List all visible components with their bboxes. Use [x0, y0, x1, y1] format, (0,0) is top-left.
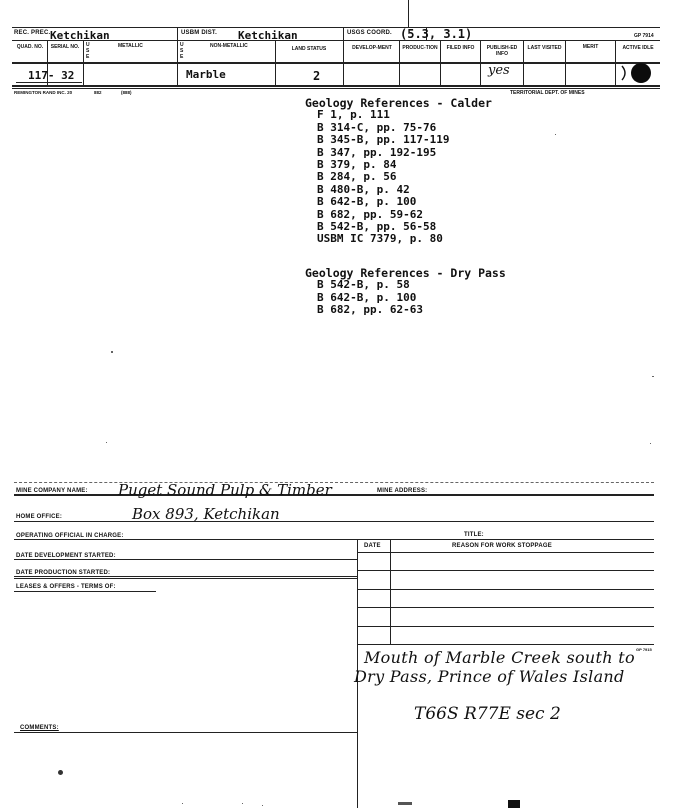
date-development-label: DATE DEVELOPMENT STARTED: — [16, 553, 116, 559]
metallic-header: METALLIC — [118, 43, 143, 49]
reference-item: B 314-C, pp. 75-76 — [317, 120, 437, 134]
form-number-lower: GP 7915 — [636, 647, 652, 652]
comments-label: COMMENTS: — [20, 725, 59, 731]
filed-info-header: FILED INFO — [446, 45, 475, 51]
reference-item: B 347, pp. 192-195 — [317, 145, 437, 159]
calder-references-title: Geology References - Calder — [305, 96, 492, 110]
department-name: TERRITORIAL DEPT. OF MINES — [510, 90, 585, 96]
usbm-dist-label: USBM DIST. — [181, 30, 218, 36]
serial-no-header: SERIAL NO. — [50, 44, 80, 50]
usgs-coord-label: USGS COORD. — [347, 30, 392, 36]
home-office-label: HOME OFFICE: — [16, 514, 63, 520]
use-non-metallic-marker: U S E — [180, 42, 184, 60]
ink-dot — [58, 770, 63, 775]
reference-item: B 345-B, pp. 117-119 — [317, 133, 450, 147]
printer-credit: REMINGTON RAND INC. 20 — [14, 90, 73, 95]
quad-no-header: QUAD. NO. — [16, 44, 44, 50]
calder-references — [305, 97, 565, 246]
rec-prec-label: REC. PREC. — [14, 30, 51, 36]
mine-company-label: MINE COMPANY NAME: — [16, 488, 88, 494]
reference-item: B 284, p. 56 — [317, 170, 397, 184]
rec-prec-value: Ketchikan — [50, 29, 110, 42]
production-header: PRODUC-TION — [402, 45, 438, 51]
reference-item: B 542-B, p. 58 — [317, 278, 410, 292]
reference-item: B 480-B, p. 42 — [317, 182, 410, 196]
usbm-dist-value: Ketchikan — [238, 29, 298, 42]
mine-company-value: Puget Sound Pulp & Timber — [118, 481, 332, 499]
land-status-header: LAND STATUS — [291, 46, 327, 52]
printer-code-2: (888) — [121, 90, 132, 95]
reference-item: B 642-B, p. 100 — [317, 290, 417, 304]
location-note-line-2: Dry Pass, Prince of Wales Island — [354, 667, 625, 686]
reference-item: USBM IC 7379, p. 80 — [317, 232, 443, 246]
land-status-value: 2 — [313, 69, 321, 83]
reference-item: B 642-B, p. 100 — [317, 195, 417, 209]
reference-item: B 682, pp. 62-63 — [317, 303, 423, 317]
reason-column-header: REASON FOR WORK STOPPAGE — [452, 543, 552, 549]
non-metallic-value: Marble — [186, 68, 226, 81]
title-label: TITLE: — [464, 532, 484, 538]
date-production-label: DATE PRODUCTION STARTED: — [16, 570, 111, 576]
usgs-coord-value: (5.3, 3.1) — [400, 27, 473, 41]
location-note-line-1: Mouth of Marble Creek south to — [364, 648, 635, 667]
form-number: GP 7914 — [634, 33, 654, 39]
development-header: DEVELOP-MENT — [352, 45, 392, 51]
quad-serial-value: 117- 32 — [28, 69, 75, 82]
reference-item: B 682, pp. 59-62 — [317, 207, 423, 221]
use-metallic-marker: U S E — [86, 42, 90, 60]
dry-pass-references-title: Geology References - Dry Pass — [305, 266, 506, 280]
mine-address-label: MINE ADDRESS: — [377, 488, 428, 494]
last-visited-header: LAST VISITED — [527, 45, 562, 51]
reference-item: B 379, p. 84 — [317, 158, 397, 172]
reference-item: B 542-B, pp. 56-58 — [317, 220, 437, 234]
date-column-header: DATE — [364, 543, 381, 549]
reference-item: F 1, p. 111 — [317, 108, 390, 122]
home-office-value: Box 893, Ketchikan — [132, 505, 280, 523]
merit-header: MERIT — [582, 44, 599, 50]
printer-code-1: 882 — [94, 90, 102, 95]
operating-official-label: OPERATING OFFICIAL IN CHARGE: — [16, 533, 124, 539]
active-idle-indicator — [620, 62, 654, 84]
leases-label: LEASES & OFFERS - TERMS OF: — [16, 584, 116, 590]
non-metallic-header: NON-METALLIC — [210, 43, 248, 49]
bottom-edge-mark — [508, 800, 520, 808]
dry-pass-references — [305, 267, 565, 317]
township-note: T66S R77E sec 2 — [414, 704, 561, 724]
published-info-value: yes — [488, 63, 510, 78]
active-idle-header: ACTIVE IDLE — [622, 45, 654, 51]
published-info-header: PUBLISH-ED INFO — [486, 45, 518, 57]
